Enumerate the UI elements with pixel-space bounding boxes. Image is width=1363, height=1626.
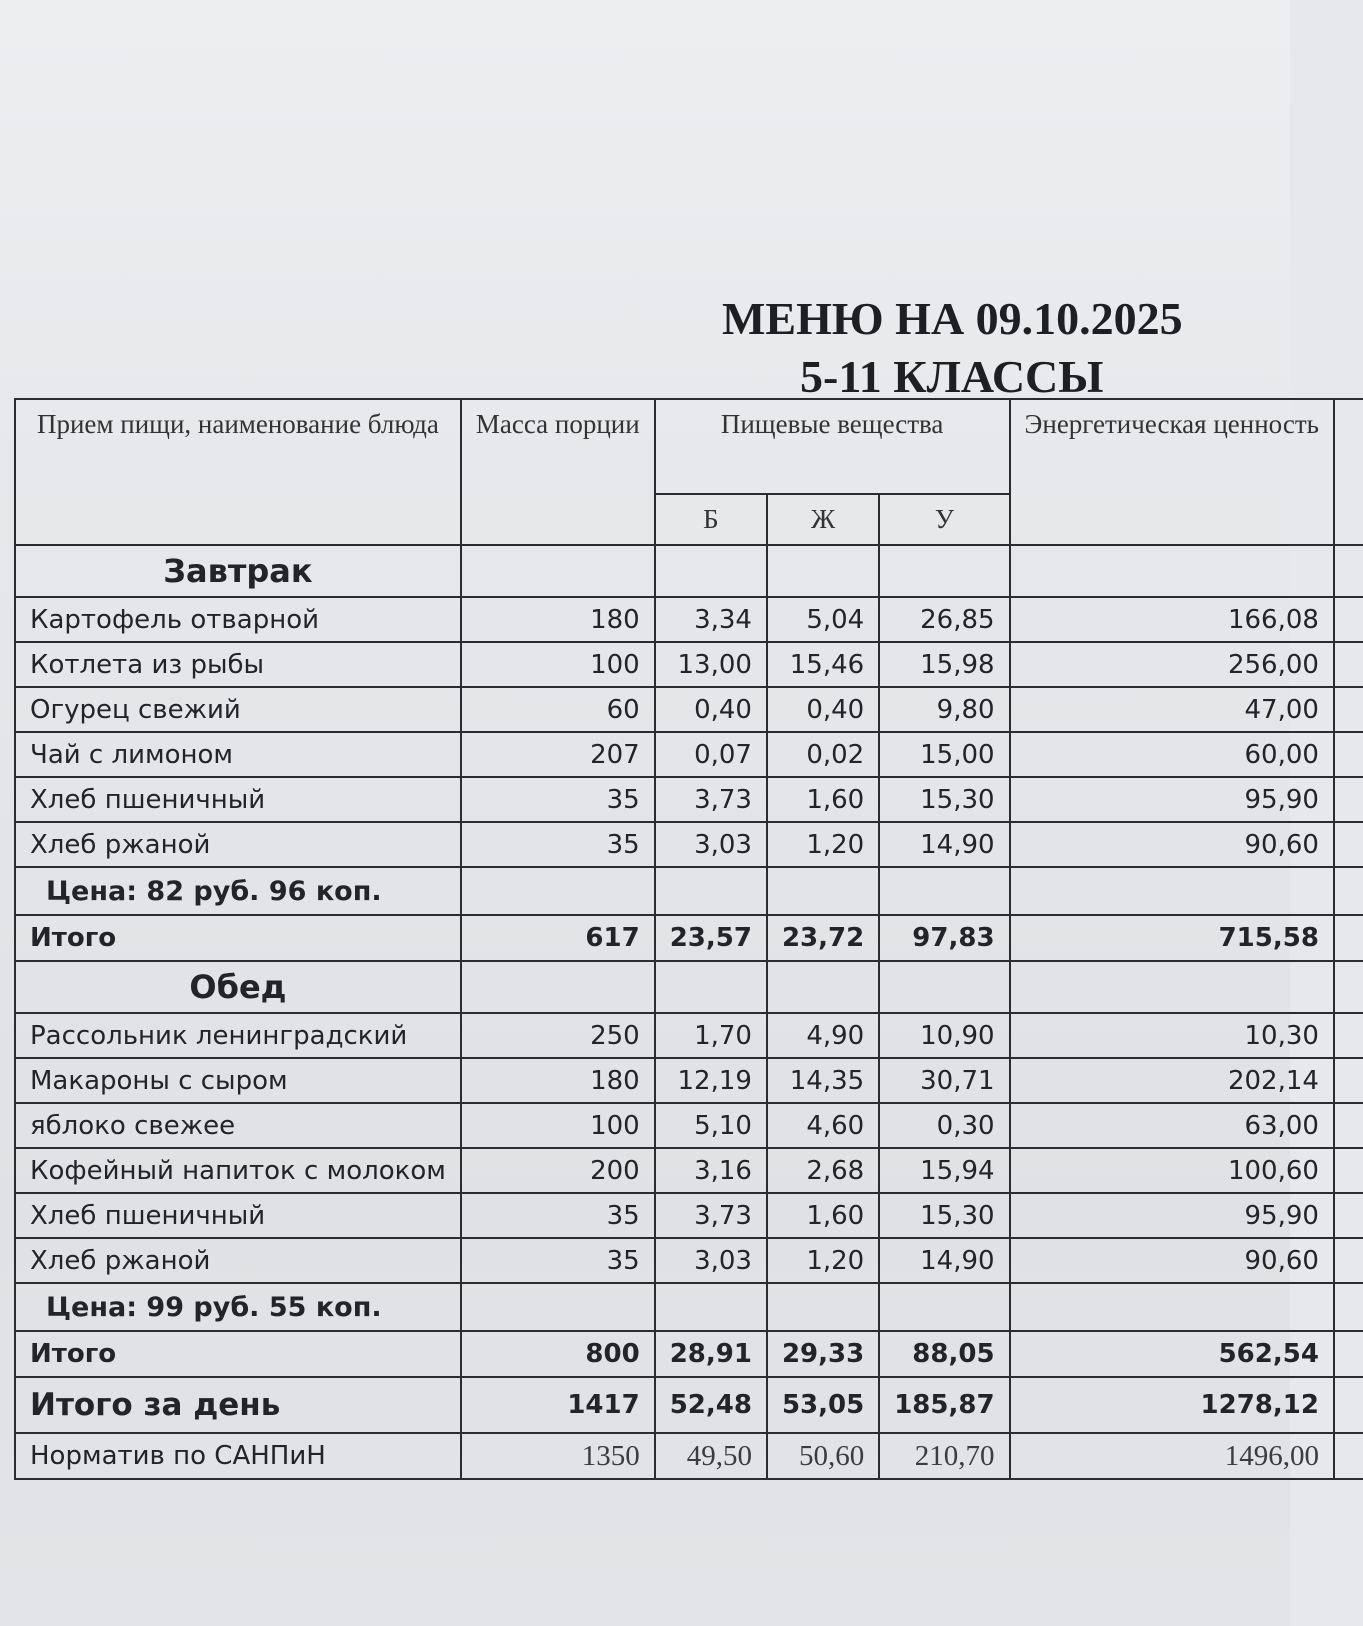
cell-u: 15,98 xyxy=(879,642,1009,687)
title-classes: 5-11 КЛАССЫ xyxy=(800,351,1104,402)
cell-zh: 50,60 xyxy=(767,1433,879,1479)
cell-name: Хлеб ржаной xyxy=(15,1238,461,1283)
cell-b xyxy=(655,1283,767,1331)
cell-extra xyxy=(1334,961,1363,1013)
cell-e xyxy=(1010,961,1334,1013)
cell-mass: 800 xyxy=(461,1331,655,1377)
cell-u: 14,90 xyxy=(879,1238,1009,1283)
cell-extra xyxy=(1334,1433,1363,1479)
cell-e: 60,00 xyxy=(1010,732,1334,777)
cell-mass: 35 xyxy=(461,1238,655,1283)
cell-mass: 35 xyxy=(461,777,655,822)
day-total-row xyxy=(15,1377,1363,1433)
table-row xyxy=(15,732,1363,777)
cell-extra xyxy=(1334,822,1363,867)
cell-u: 210,70 xyxy=(879,1433,1009,1479)
cell-e: 1496,00 xyxy=(1010,1433,1334,1479)
cell-name: Картофель отварной xyxy=(15,597,461,642)
cell-name: Огурец свежий xyxy=(15,687,461,732)
cell-extra xyxy=(1334,687,1363,732)
cell-zh xyxy=(767,961,879,1013)
cell-zh: 0,40 xyxy=(767,687,879,732)
header-name: Прием пищи, наименование блюда xyxy=(15,399,461,545)
cell-mass: 207 xyxy=(461,732,655,777)
cell-mass: 1417 xyxy=(461,1377,655,1433)
cell-zh: 5,04 xyxy=(767,597,879,642)
cell-extra xyxy=(1334,1148,1363,1193)
table-row xyxy=(15,777,1363,822)
cell-mass: 100 xyxy=(461,642,655,687)
cell-b: 3,73 xyxy=(655,777,767,822)
header-row xyxy=(15,399,1363,494)
table-row xyxy=(15,1013,1363,1058)
cell-e: 95,90 xyxy=(1010,777,1334,822)
table-row xyxy=(15,822,1363,867)
lunch-section-row xyxy=(15,961,1363,1013)
cell-e: 562,54 xyxy=(1010,1331,1334,1377)
cell-zh: 0,02 xyxy=(767,732,879,777)
cell-e: 90,60 xyxy=(1010,1238,1334,1283)
cell-extra xyxy=(1334,867,1363,915)
cell-extra xyxy=(1334,1013,1363,1058)
cell-mass: 60 xyxy=(461,687,655,732)
cell-name: Цена: 99 руб. 55 коп. xyxy=(15,1283,461,1331)
cell-zh: 23,72 xyxy=(767,915,879,961)
cell-b xyxy=(655,545,767,597)
cell-name: Итого xyxy=(15,1331,461,1377)
header-b: Б xyxy=(655,494,767,545)
breakfast-total-row xyxy=(15,915,1363,961)
cell-u xyxy=(879,1283,1009,1331)
cell-b: 13,00 xyxy=(655,642,767,687)
cell-mass: 1350 xyxy=(461,1433,655,1479)
header-u: У xyxy=(879,494,1009,545)
cell-name: Макароны с сыром xyxy=(15,1058,461,1103)
cell-e xyxy=(1010,1283,1334,1331)
cell-u xyxy=(879,867,1009,915)
cell-zh: 1,60 xyxy=(767,1193,879,1238)
cell-u: 185,87 xyxy=(879,1377,1009,1433)
cell-u: 15,30 xyxy=(879,1193,1009,1238)
cell-e: 100,60 xyxy=(1010,1148,1334,1193)
cell-extra xyxy=(1334,597,1363,642)
cell-u: 88,05 xyxy=(879,1331,1009,1377)
cell-e: 715,58 xyxy=(1010,915,1334,961)
table-row xyxy=(15,1193,1363,1238)
cell-extra xyxy=(1334,545,1363,597)
cell-extra xyxy=(1334,1193,1363,1238)
cell-u: 15,00 xyxy=(879,732,1009,777)
cell-e xyxy=(1010,867,1334,915)
header-extra xyxy=(1334,399,1363,545)
menu-body xyxy=(15,545,1363,1479)
cell-zh: 14,35 xyxy=(767,1058,879,1103)
cell-b: 5,10 xyxy=(655,1103,767,1148)
header-mass: Масса порции xyxy=(461,399,655,545)
cell-b: 0,07 xyxy=(655,732,767,777)
cell-mass xyxy=(461,867,655,915)
cell-name: Завтрак xyxy=(15,545,461,597)
cell-zh: 1,20 xyxy=(767,1238,879,1283)
cell-u: 0,30 xyxy=(879,1103,1009,1148)
cell-u: 97,83 xyxy=(879,915,1009,961)
cell-name: яблоко свежее xyxy=(15,1103,461,1148)
cell-u: 26,85 xyxy=(879,597,1009,642)
cell-name: Хлеб пшеничный xyxy=(15,777,461,822)
cell-u xyxy=(879,961,1009,1013)
cell-mass: 100 xyxy=(461,1103,655,1148)
cell-extra xyxy=(1334,777,1363,822)
cell-b: 3,34 xyxy=(655,597,767,642)
header-zh: Ж xyxy=(767,494,879,545)
cell-mass xyxy=(461,545,655,597)
cell-u: 30,71 xyxy=(879,1058,1009,1103)
cell-zh: 2,68 xyxy=(767,1148,879,1193)
cell-zh: 29,33 xyxy=(767,1331,879,1377)
cell-name: Обед xyxy=(15,961,461,1013)
cell-extra xyxy=(1334,1238,1363,1283)
cell-extra xyxy=(1334,1283,1363,1331)
cell-name: Котлета из рыбы xyxy=(15,642,461,687)
breakfast-section-row xyxy=(15,545,1363,597)
cell-u: 14,90 xyxy=(879,822,1009,867)
cell-b: 3,73 xyxy=(655,1193,767,1238)
cell-e: 166,08 xyxy=(1010,597,1334,642)
cell-name: Итого xyxy=(15,915,461,961)
cell-extra xyxy=(1334,1377,1363,1433)
cell-b: 23,57 xyxy=(655,915,767,961)
table-row xyxy=(15,1103,1363,1148)
table-row xyxy=(15,597,1363,642)
cell-e: 10,30 xyxy=(1010,1013,1334,1058)
cell-u: 15,94 xyxy=(879,1148,1009,1193)
cell-zh: 4,90 xyxy=(767,1013,879,1058)
table-row xyxy=(15,1148,1363,1193)
cell-name: Чай с лимоном xyxy=(15,732,461,777)
lunch-total-row xyxy=(15,1331,1363,1377)
header-nutrients: Пищевые вещества xyxy=(655,399,1010,494)
cell-zh: 15,46 xyxy=(767,642,879,687)
cell-b: 12,19 xyxy=(655,1058,767,1103)
cell-zh: 1,20 xyxy=(767,822,879,867)
cell-e: 63,00 xyxy=(1010,1103,1334,1148)
title-date: МЕНЮ НА 09.10.2025 xyxy=(722,293,1183,344)
header-energy: Энергетическая ценность xyxy=(1010,399,1334,545)
cell-e: 90,60 xyxy=(1010,822,1334,867)
cell-mass xyxy=(461,961,655,1013)
cell-extra xyxy=(1334,1103,1363,1148)
cell-name: Кофейный напиток с молоком xyxy=(15,1148,461,1193)
cell-e xyxy=(1010,545,1334,597)
cell-u: 15,30 xyxy=(879,777,1009,822)
table-row xyxy=(15,642,1363,687)
cell-b xyxy=(655,867,767,915)
table-row xyxy=(15,1058,1363,1103)
cell-e: 256,00 xyxy=(1010,642,1334,687)
cell-name: Норматив по САНПиН xyxy=(15,1433,461,1479)
table-row xyxy=(15,1238,1363,1283)
cell-b: 3,16 xyxy=(655,1148,767,1193)
cell-mass: 617 xyxy=(461,915,655,961)
cell-extra xyxy=(1334,642,1363,687)
lunch-price-row xyxy=(15,1283,1363,1331)
cell-zh xyxy=(767,867,879,915)
cell-e: 47,00 xyxy=(1010,687,1334,732)
cell-b: 28,91 xyxy=(655,1331,767,1377)
cell-b: 49,50 xyxy=(655,1433,767,1479)
cell-b: 3,03 xyxy=(655,1238,767,1283)
norm-row xyxy=(15,1433,1363,1479)
cell-mass: 35 xyxy=(461,822,655,867)
cell-b: 52,48 xyxy=(655,1377,767,1433)
cell-mass: 180 xyxy=(461,597,655,642)
cell-mass: 250 xyxy=(461,1013,655,1058)
cell-zh xyxy=(767,545,879,597)
cell-zh: 1,60 xyxy=(767,777,879,822)
cell-mass xyxy=(461,1283,655,1331)
cell-extra xyxy=(1334,732,1363,777)
cell-mass: 35 xyxy=(461,1193,655,1238)
cell-u: 9,80 xyxy=(879,687,1009,732)
cell-extra xyxy=(1334,915,1363,961)
cell-extra xyxy=(1334,1331,1363,1377)
cell-b: 3,03 xyxy=(655,822,767,867)
page-title xyxy=(640,290,1280,406)
cell-u: 10,90 xyxy=(879,1013,1009,1058)
cell-zh: 53,05 xyxy=(767,1377,879,1433)
cell-name: Хлеб ржаной xyxy=(15,822,461,867)
cell-u xyxy=(879,545,1009,597)
cell-b xyxy=(655,961,767,1013)
table-row xyxy=(15,687,1363,732)
cell-name: Рассольник ленинградский xyxy=(15,1013,461,1058)
cell-extra xyxy=(1334,1058,1363,1103)
cell-mass: 180 xyxy=(461,1058,655,1103)
cell-e: 1278,12 xyxy=(1010,1377,1334,1433)
cell-name: Хлеб пшеничный xyxy=(15,1193,461,1238)
cell-b: 0,40 xyxy=(655,687,767,732)
cell-b: 1,70 xyxy=(655,1013,767,1058)
cell-name: Итого за день xyxy=(15,1377,461,1433)
cell-zh: 4,60 xyxy=(767,1103,879,1148)
breakfast-price-row xyxy=(15,867,1363,915)
cell-zh xyxy=(767,1283,879,1331)
menu-table xyxy=(14,398,1363,1480)
cell-e: 95,90 xyxy=(1010,1193,1334,1238)
cell-e: 202,14 xyxy=(1010,1058,1334,1103)
cell-mass: 200 xyxy=(461,1148,655,1193)
cell-name: Цена: 82 руб. 96 коп. xyxy=(15,867,461,915)
